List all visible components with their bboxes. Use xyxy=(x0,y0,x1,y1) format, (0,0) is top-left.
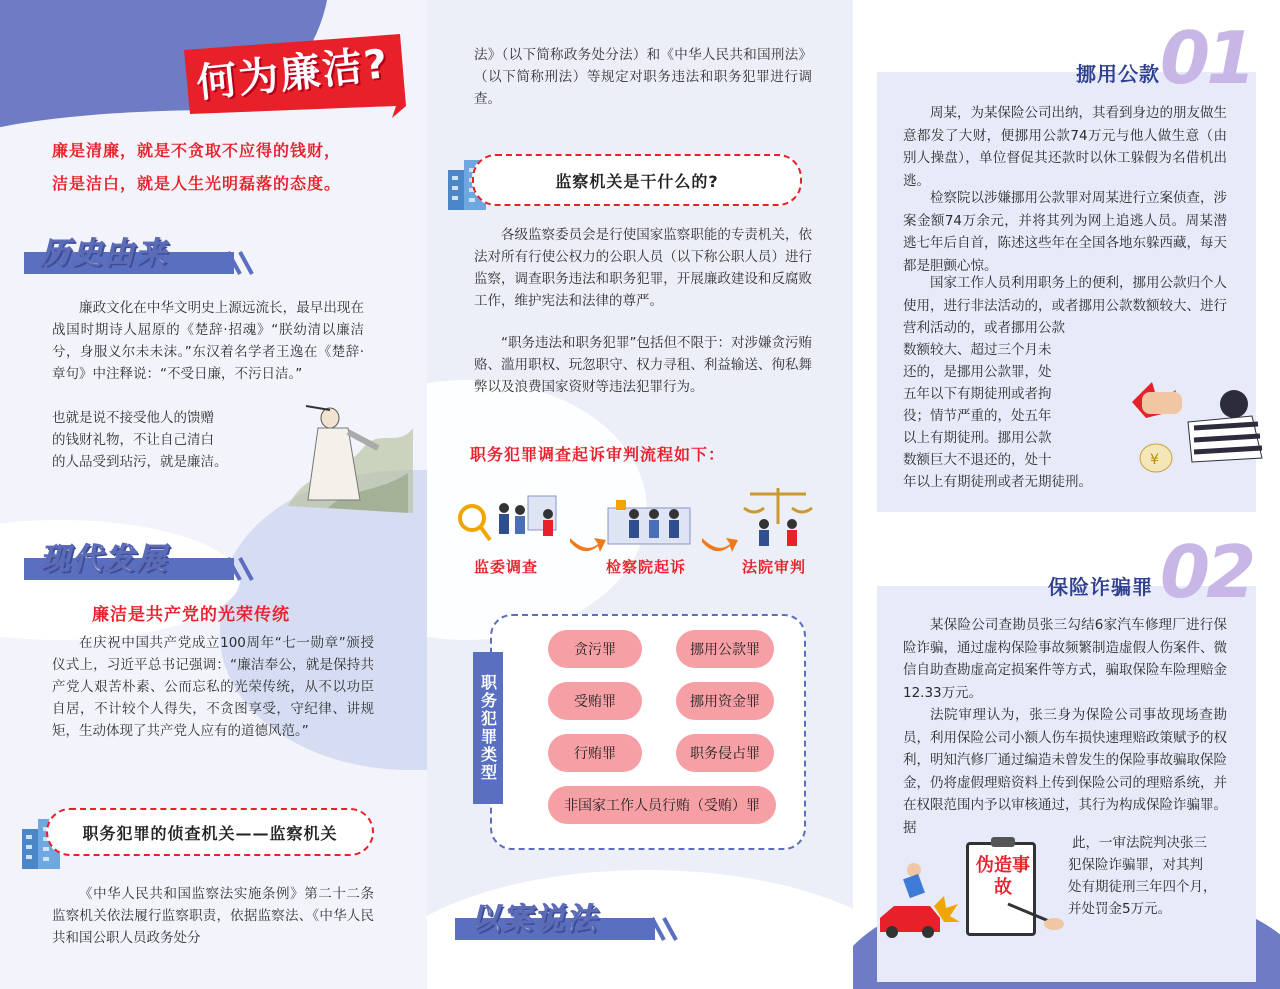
modern-heading: 现代发展 xyxy=(40,542,168,577)
case-2-narrow-line: 此，一审法院判决张三 xyxy=(1072,835,1207,851)
chevron-decor-icon xyxy=(226,556,256,582)
case-1-paragraph-2: 检察院以涉嫌挪用公款罪对周某进行立案侦查，涉案金额74万余元，并将其列为网上追逃人员。周某潜逃七年后自首，陈述这些年在全国各地东躲西藏，每天都是胆颤心惊。 xyxy=(903,190,1227,274)
modern-subtitle: 廉洁是共产党的光荣传统 xyxy=(92,605,290,625)
crime-types-label-text: 职务犯罪类型 xyxy=(478,674,498,782)
crime-type-pill: 受贿罪 xyxy=(548,682,642,720)
crime-type-pill: 挪用资金罪 xyxy=(676,682,774,720)
slogan-line-1: 廉是清廉，就是不贪取不应得的钱财， xyxy=(52,141,342,160)
history-heading: 历史由来 xyxy=(40,236,168,271)
arrow-right-icon xyxy=(700,532,740,556)
crime-type-pill: 挪用公款罪 xyxy=(676,630,774,668)
car-accident-illustration xyxy=(874,860,964,940)
crime-type-pill: 贪污罪 xyxy=(548,630,642,668)
slogan-line-2: 洁是洁白，就是人生光明磊落的态度。 xyxy=(52,174,342,193)
case-2-title: 保险诈骗罪 xyxy=(1048,575,1153,599)
clipboard-clip xyxy=(991,837,1015,847)
case-1-number: 01 xyxy=(1160,16,1253,100)
page-title: 何为廉洁? xyxy=(194,41,392,107)
case-2-narrow-line: 并处罚金5万元。 xyxy=(1068,901,1172,917)
history-paragraph: 廉政文化在中华文明史上源远流长，最早出现在战国时期诗人屈原的《楚辞·招魂》“朕幼清以廉洁兮，身服义尔未未沫。”东汉着名学者王逸在《楚辞·章句》中注释说：“不受日廉，不污日洁。” xyxy=(52,300,364,382)
history-line-2: 的钱财礼物，不让自己清白 xyxy=(52,432,214,448)
crime-type-pill: 行贿罪 xyxy=(548,734,642,772)
case-1-paragraph-3: 国家工作人员利用职务上的便利，挪用公款归个人使用，进行非法活动的，或者挪用公款数额较大、进行营利活动的，或者挪用公款 xyxy=(903,275,1227,336)
chevron-decor-icon xyxy=(226,250,256,276)
case-2-paragraph-2: 法院审理认为，张三身为保险公司事故现场查勘员，利用保险公司小额人伤车损快速理赔政策赋予的权利，明知汽修厂通过编造未曾发生的保险事故骗取保险金，仍将虚假理赔资料上传到保险公司的理赔系统，并在权限范围内予以审核通过，其行为构成保险诈骗罪。据 xyxy=(903,707,1227,836)
history-line-3: 的人品受到玷污，就是廉洁。 xyxy=(52,454,228,470)
case-1-paragraph-1: 周某，为某保险公司出纳，其看到身边的朋友做生意都发了大财，便挪用公款74万元与他人做生意（由别人操盘），单位督促其还款时以休工躲假为名借机出逃。 xyxy=(903,105,1227,189)
pen-icon xyxy=(1004,900,1064,930)
history-line-1: 也就是说不接受他人的馈赠 xyxy=(52,410,214,426)
investigation-organ-box: 职务犯罪的侦查机关——监察机关 xyxy=(46,808,374,856)
crime-definition-paragraph: “职务违法和职务犯罪”包括但不限于：对涉嫌贪污贿赂、滥用职权、玩忽职守、权力寻租、利益输送、徇私舞弊以及浪费国家资财等违法犯罪行为。 xyxy=(474,335,812,395)
scholar-illustration xyxy=(268,388,418,518)
organ-paragraph: 《中华人民共和国监察法实施条例》第二十二条监察机关依法履行监察职责，依据监察法、《中华人民共和国公职人员政务处分 xyxy=(52,886,374,946)
question-box: 监察机关是干什么的? xyxy=(472,154,802,206)
crime-types-label xyxy=(473,652,503,804)
thief-illustration xyxy=(1112,362,1268,482)
arrow-right-icon xyxy=(568,532,608,556)
fake-accident-label: 伪造事故 xyxy=(976,855,1030,898)
flow-step-2: 检察院起诉 xyxy=(606,558,687,576)
case-1-narrow-line: 还的，是挪用公款罪，处 xyxy=(903,364,1052,380)
court-illustration xyxy=(740,484,816,548)
case-1-narrow-line: 役；情节严重的，处五年 xyxy=(903,408,1052,424)
case-2-narrow-line: 处有期徒刑三年四个月， xyxy=(1068,879,1217,895)
cases-heading: 以案说法 xyxy=(470,902,598,937)
case-1-narrow-line: 数额巨大不退还的，处十 xyxy=(903,452,1052,468)
procuratorate-illustration xyxy=(604,492,694,546)
flow-step-1: 监委调查 xyxy=(474,558,539,576)
case-2-narrow-line: 犯保险诈骗罪，对其判 xyxy=(1068,857,1203,873)
svg-text:¥: ¥ xyxy=(1150,452,1159,468)
case-1-title: 挪用公款 xyxy=(1076,62,1160,86)
supervision-paragraph: 各级监察委员会是行使国家监察职能的专责机关，依法对所有行使公权力的公职人员（以下称公职人员）进行监察，调查职务违法和职务犯罪，开展廉政建设和反腐败工作，维护宪法和法律的尊严。 xyxy=(474,227,812,309)
case-1-narrow-line: 以上有期徒刑。挪用公款 xyxy=(903,430,1052,446)
case-1-narrow-line: 年以上有期徒刑或者无期徒刑。 xyxy=(903,474,1092,490)
modern-paragraph: 在庆祝中国共产党成立100周年“七一勋章”颁授仪式上，习近平总书记强调：“廉洁奉公，就是保持共产党人艰苦朴素、公而忘私的光荣传统，从不以功臣自居，不计较个人得失，不贪图享受，守纪律、讲规矩，生动体现了共产党人应有的道德风范。” xyxy=(52,635,374,739)
crime-type-pill: 非国家工作人员行贿（受贿）罪 xyxy=(548,786,776,824)
flow-step-3: 法院审判 xyxy=(742,558,807,576)
flow-heading: 职务犯罪调查起诉审判流程如下： xyxy=(470,445,726,464)
case-2-number: 02 xyxy=(1160,530,1253,614)
chevron-decor-icon xyxy=(650,916,680,942)
investigation-illustration xyxy=(456,490,572,546)
crime-type-pill: 职务侵占罪 xyxy=(676,734,774,772)
case-1-narrow-line: 五年以下有期徒刑或者拘 xyxy=(903,386,1052,402)
case-2-paragraph-1: 某保险公司查勘员张三勾结6家汽车修理厂进行保险诈骗，通过虚构保险事故频繁制造虚假人伤案件、微信自助查勘虚高定损案件等方式，骗取保险车险理赔金12.33万元。 xyxy=(903,617,1227,701)
case-1-narrow-line: 数额较大、超过三个月未 xyxy=(903,342,1052,358)
law-continuation-paragraph: 法》（以下简称政务处分法）和《中华人民共和国刑法》（以下简称刑法）等规定对职务违法和职务犯罪进行调查。 xyxy=(474,47,812,107)
